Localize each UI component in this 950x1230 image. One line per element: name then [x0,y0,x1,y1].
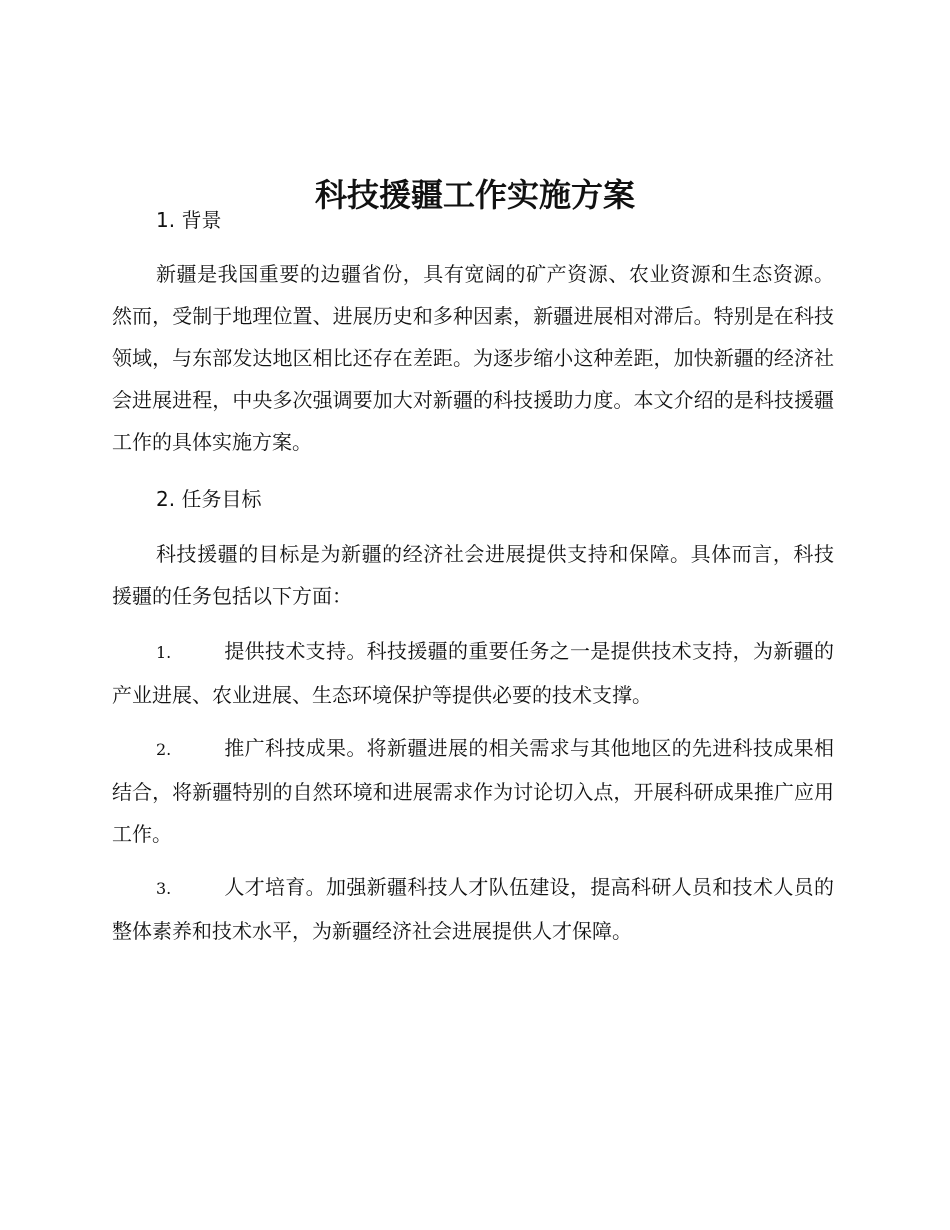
list-item [112,630,834,716]
list-item-number: 2. [156,740,172,759]
goals-intro-paragraph: 科技援疆的目标是为新疆的经济社会进展提供支持和保障。具体而言，科技援疆的任务包括以下方面： [112,542,834,608]
list-item-text: 推广科技成果。将新疆进展的相关需求与其他地区的先进科技成果相结合，将新疆特别的自然环境和进展需求作为讨论切入点，开展科研成果推广应用工作。 [112,736,834,846]
list-item [112,866,834,952]
list-item-text: 提供技术支持。科技援疆的重要任务之一是提供技术支持，为新疆的产业进展、农业进展、生态环境保护等提供必要的技术支撑。 [112,639,834,707]
list-item-number: 1. [156,643,172,662]
document-title: 科技援疆工作实施方案 [314,176,635,215]
section-heading-background: 1. 背景 [156,208,222,232]
background-paragraph: 新疆是我国重要的边疆省份，具有宽阔的矿产资源、农业资源和生态资源。然而，受制于地理位置、进展历史和多种因素，新疆进展相对滞后。特别是在科技领域，与东部发达地区相比还存在差距。为逐步缩小这种差距，加快新疆的经济社会进展进程，中央多次强调要加大对新疆的科技援助力度。本文介绍的是科技援疆工作的具体实施方案。 [112,262,834,454]
list-item [112,727,834,855]
list-item-text: 人才培育。加强新疆科技人才队伍建设，提高科研人员和技术人员的整体素养和技术水平，为新疆经济社会进展提供人才保障。 [112,875,834,943]
list-item-number: 3. [156,879,172,898]
section-heading-goals: 2. 任务目标 [156,487,262,511]
